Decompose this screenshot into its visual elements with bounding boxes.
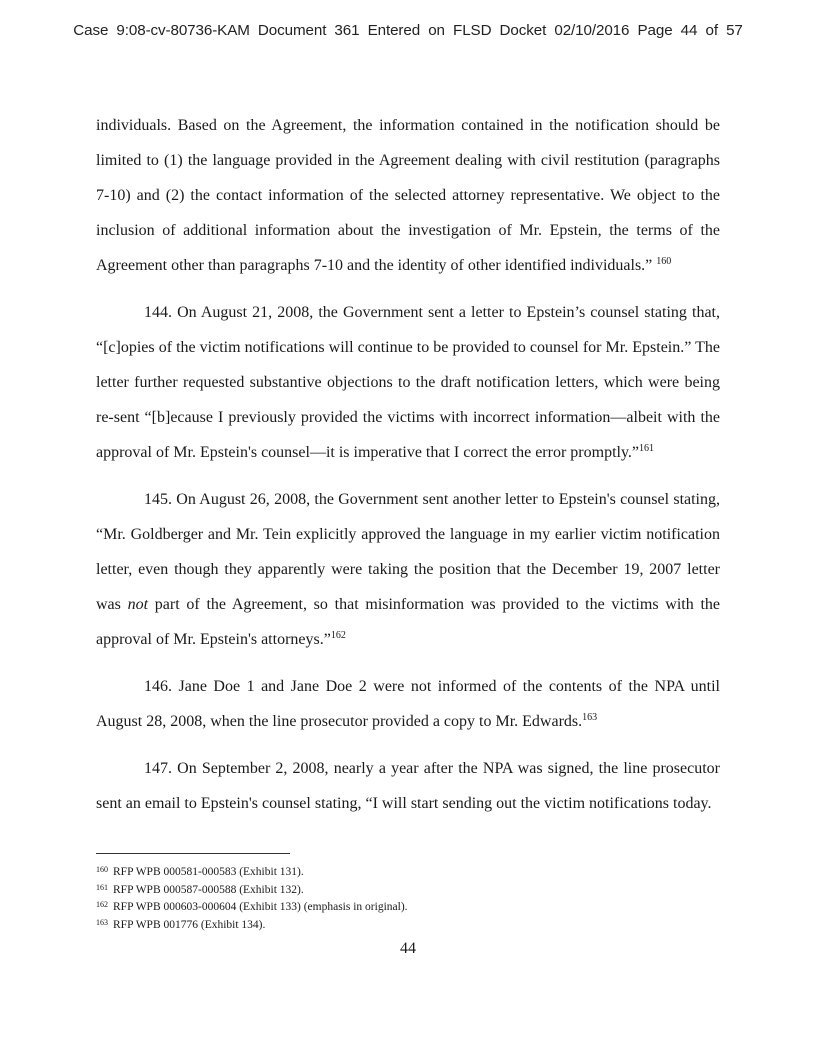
- emphasis-text: not: [127, 596, 149, 613]
- footnote-text: RFP WPB 000581-000583 (Exhibit 131).: [113, 866, 304, 878]
- paragraph-text: 145. On August 26, 2008, the Government sent another letter to Epstein's counsel stating, “Mr. Goldberger and Mr. Tein explicitly approved the language in my earlier victim notification letter, even though they apparently were taking the position that the December 19, 2007 letter was: [96, 491, 720, 613]
- footnote-reference: 161: [639, 443, 655, 454]
- paragraph: [96, 108, 720, 283]
- paragraph: [96, 751, 720, 821]
- paragraph-text: part of the Agreement, so that misinformation was provided to the victims with the approval of Mr. Epstein's attorneys.”: [96, 596, 721, 648]
- page-number: 44: [400, 940, 416, 957]
- docket-header: Case 9:08-cv-80736-KAM Document 361 Entered on FLSD Docket 02/10/2016 Page 44 of 57: [73, 22, 743, 39]
- footnote-text: RFP WPB 000603-000604 (Exhibit 133) (emphasis in original).: [113, 901, 408, 913]
- document-body: [96, 108, 720, 833]
- footnote: [96, 882, 720, 900]
- footnote-number: 163: [96, 917, 108, 927]
- footnote: [96, 899, 720, 917]
- paragraph: [96, 482, 720, 657]
- footnotes: [96, 864, 720, 934]
- footnote-divider: [96, 853, 290, 854]
- paragraph-text: 144. On August 21, 2008, the Government sent a letter to Epstein’s counsel stating that, “[c]opies of the victim notifications will continue to be provided to counsel for Mr. Epstein.” The letter further requested substantive objections to the draft notification letters, which were being re-sent “[b]ecause I previously provided the victims with incorrect information—albeit with the approval of Mr. Epstein's counsel—it is imperative that I correct the error promptly.”: [96, 304, 720, 461]
- paragraph: [96, 669, 720, 739]
- footnote: [96, 864, 720, 882]
- footnote-reference: 162: [330, 630, 346, 641]
- footnote-number: 160: [96, 865, 108, 874]
- footnote-reference: 163: [582, 712, 598, 723]
- paragraph-text: 146. Jane Doe 1 and Jane Doe 2 were not informed of the contents of the NPA until August 28, 2008, when the line prosecutor provided a copy to Mr. Edwards.: [96, 678, 720, 730]
- footnote: [96, 917, 720, 935]
- footnote-text: RFP WPB 000587-000588 (Exhibit 132).: [113, 883, 304, 896]
- footnote-reference: 160: [656, 256, 672, 267]
- footnote-text: RFP WPB 001776 (Exhibit 134).: [113, 918, 266, 931]
- paragraph: [96, 295, 720, 470]
- footnote-number: 161: [96, 882, 108, 892]
- paragraph-text: individuals. Based on the Agreement, the information contained in the notification should be limited to (1) the language provided in the Agreement dealing with civil restitution (paragraphs 7-10) and (2) the contact information of the selected attorney representative. We object to the inclusion of additional information about the investigation of Mr. Epstein, the terms of the Agreement other than paragraphs 7-10 and the identity of other identified individuals.”: [96, 117, 720, 274]
- footnote-number: 162: [96, 900, 108, 909]
- paragraph-text: 147. On September 2, 2008, nearly a year after the NPA was signed, the line prosecutor sent an email to Epstein's counsel stating, “I will start sending out the victim notifications today.: [96, 760, 720, 812]
